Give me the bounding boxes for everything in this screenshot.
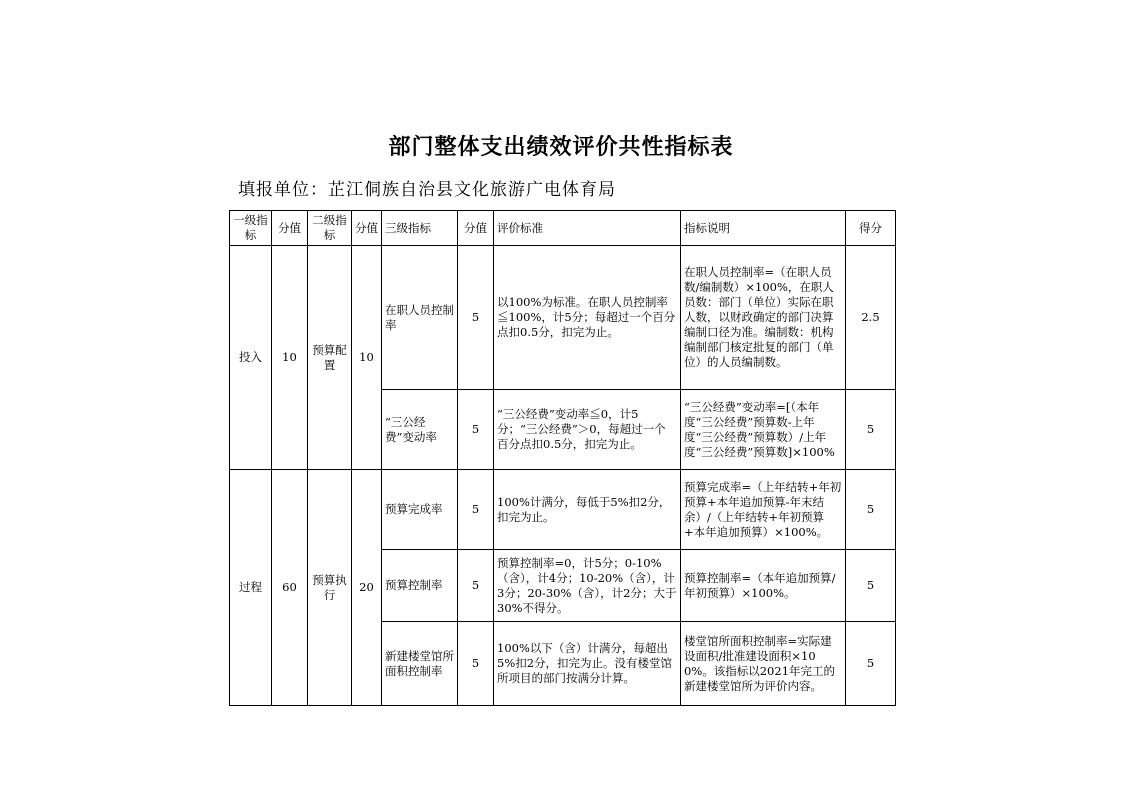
criteria-cell: 100%以下（含）计满分，每超出5%扣2分，扣完为止。没有楼堂馆所项目的部门按满分计算。 — [494, 622, 681, 706]
score3-cell: 5 — [458, 246, 494, 390]
header-level1: 一级指标 — [230, 211, 272, 246]
level2-cell: 预算执行 — [308, 470, 352, 706]
header-score1: 分值 — [272, 211, 308, 246]
table-row — [230, 470, 896, 550]
header-row — [230, 211, 896, 246]
result-cell: 5 — [846, 622, 896, 706]
header-score2: 分值 — [352, 211, 382, 246]
criteria-cell: 100%计满分，每低于5%扣2分，扣完为止。 — [494, 470, 681, 550]
level3-cell: 新建楼堂馆所面积控制率 — [382, 622, 458, 706]
score3-cell: 5 — [458, 390, 494, 470]
score3-cell: 5 — [458, 470, 494, 550]
description-cell: 预算完成率=（上年结转+年初预算+本年追加预算-年末结余）/（上年结转+年初预算+本年追加预算）×100%。 — [681, 470, 846, 550]
reporting-unit: 填报单位：芷江侗族自治县文化旅游广电体育局 — [238, 180, 616, 200]
score2-cell: 10 — [352, 246, 382, 470]
result-cell: 5 — [846, 390, 896, 470]
score1-cell: 10 — [272, 246, 308, 470]
criteria-cell: 以100%为标准。在职人员控制率≦100%，计5分；每超过一个百分点扣0.5分，扣完为止。 — [494, 246, 681, 390]
header-level2: 二级指标 — [308, 211, 352, 246]
criteria-cell: 预算控制率=0，计5分；0-10%（含），计4分；10-20%（含），计3分；20-30%（含），计2分；大于30%不得分。 — [494, 550, 681, 622]
indicator-table — [229, 210, 896, 706]
level3-cell: “三公经费”变动率 — [382, 390, 458, 470]
score3-cell: 5 — [458, 622, 494, 706]
result-cell: 5 — [846, 470, 896, 550]
criteria-cell: “三公经费”变动率≦0，计5分；“三公经费”＞0，每超过一个百分点扣0.5分，扣完为止。 — [494, 390, 681, 470]
header-result: 得分 — [846, 211, 896, 246]
header-score3: 分值 — [458, 211, 494, 246]
description-cell: 楼堂馆所面积控制率=实际建设面积/批准建设面积×100%。该指标以2021年完工的新建楼堂馆所为评价内容。 — [681, 622, 846, 706]
table-row — [230, 246, 896, 390]
description-cell: 在职人员控制率=（在职人员数/编制数）×100%，在职人员数：部门（单位）实际在职人数，以财政确定的部门决算编制口径为准。编制数：机构编制部门核定批复的部门（单位）的人员编制数。 — [681, 246, 846, 390]
score2-cell: 20 — [352, 470, 382, 706]
header-level3: 三级指标 — [382, 211, 458, 246]
score1-cell: 60 — [272, 470, 308, 706]
header-criteria: 评价标准 — [494, 211, 681, 246]
level1-cell: 过程 — [230, 470, 272, 706]
level3-cell: 预算控制率 — [382, 550, 458, 622]
header-description: 指标说明 — [681, 211, 846, 246]
score3-cell: 5 — [458, 550, 494, 622]
level2-cell: 预算配置 — [308, 246, 352, 470]
result-cell: 2.5 — [846, 246, 896, 390]
page-title: 部门整体支出绩效评价共性指标表 — [388, 135, 734, 160]
description-cell: “三公经费”变动率=[（本年度“三公经费”预算数-上年度“三公经费”预算数）/上年度“三公经费”预算数]×100% — [681, 390, 846, 470]
level3-cell: 预算完成率 — [382, 470, 458, 550]
level3-cell: 在职人员控制率 — [382, 246, 458, 390]
result-cell: 5 — [846, 550, 896, 622]
level1-cell: 投入 — [230, 246, 272, 470]
description-cell: 预算控制率=（本年追加预算/年初预算）×100%。 — [681, 550, 846, 622]
